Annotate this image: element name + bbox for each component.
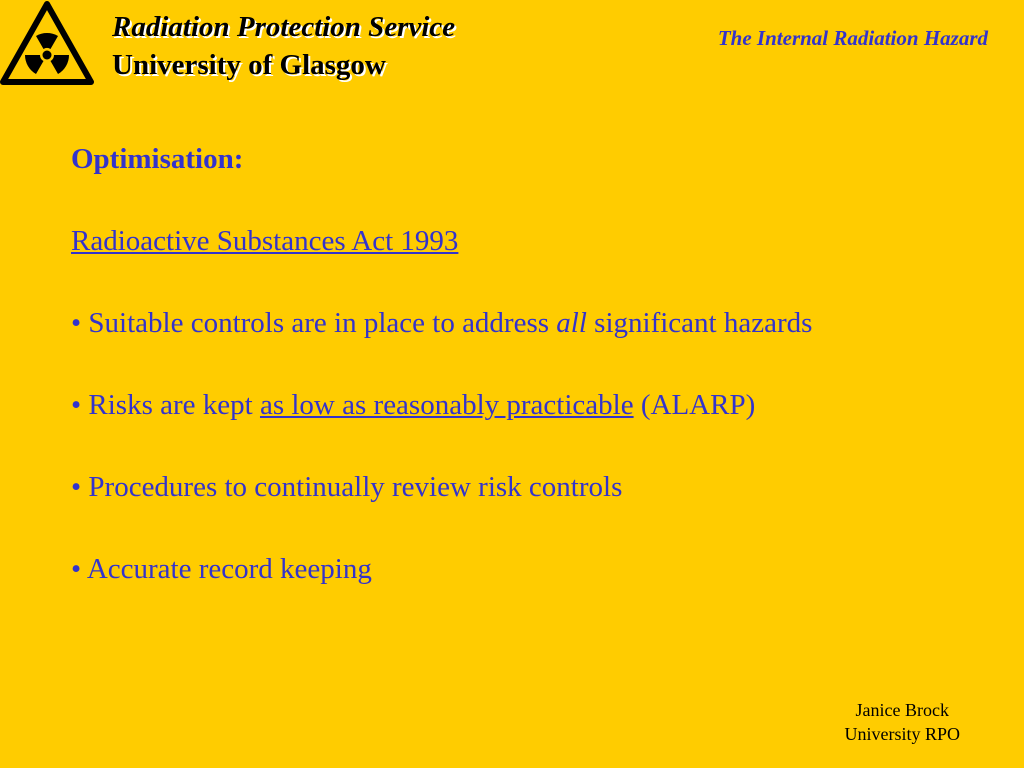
slide-topic: The Internal Radiation Hazard <box>717 26 988 50</box>
bullet-emphasis: all <box>556 307 587 339</box>
bullet-text: Procedures to continually review risk controls <box>88 471 623 503</box>
bullet-item <box>71 553 372 586</box>
bullet-marker: • <box>71 553 82 585</box>
radiation-hazard-icon <box>0 0 94 86</box>
bullet-item <box>71 307 812 340</box>
act-title: Radioactive Substances Act 1993 <box>71 225 459 257</box>
bullet-marker: • <box>71 471 82 503</box>
bullet-text: significant hazards <box>586 307 813 339</box>
organization-service-name: Radiation Protection Service <box>112 11 456 43</box>
bullet-text: (ALARP) <box>633 389 756 421</box>
bullet-marker: • <box>71 307 82 339</box>
bullet-item <box>71 471 622 504</box>
bullet-text: Suitable controls are in place to address <box>88 307 557 339</box>
organization-university-name: University of Glasgow <box>112 49 386 81</box>
bullet-marker: • <box>71 389 82 421</box>
slide-heading: Optimisation: <box>71 143 244 175</box>
bullet-text: Risks are kept <box>88 389 260 421</box>
bullet-item <box>71 389 755 422</box>
bullet-underlined-phrase: as low as reasonably practicable <box>259 389 634 421</box>
presenter-role: University RPO <box>844 724 960 744</box>
organization-title <box>112 8 455 84</box>
presenter-credit <box>844 698 960 746</box>
presenter-name: Janice Brock <box>855 700 949 720</box>
bullet-text: Accurate record keeping <box>86 553 372 585</box>
